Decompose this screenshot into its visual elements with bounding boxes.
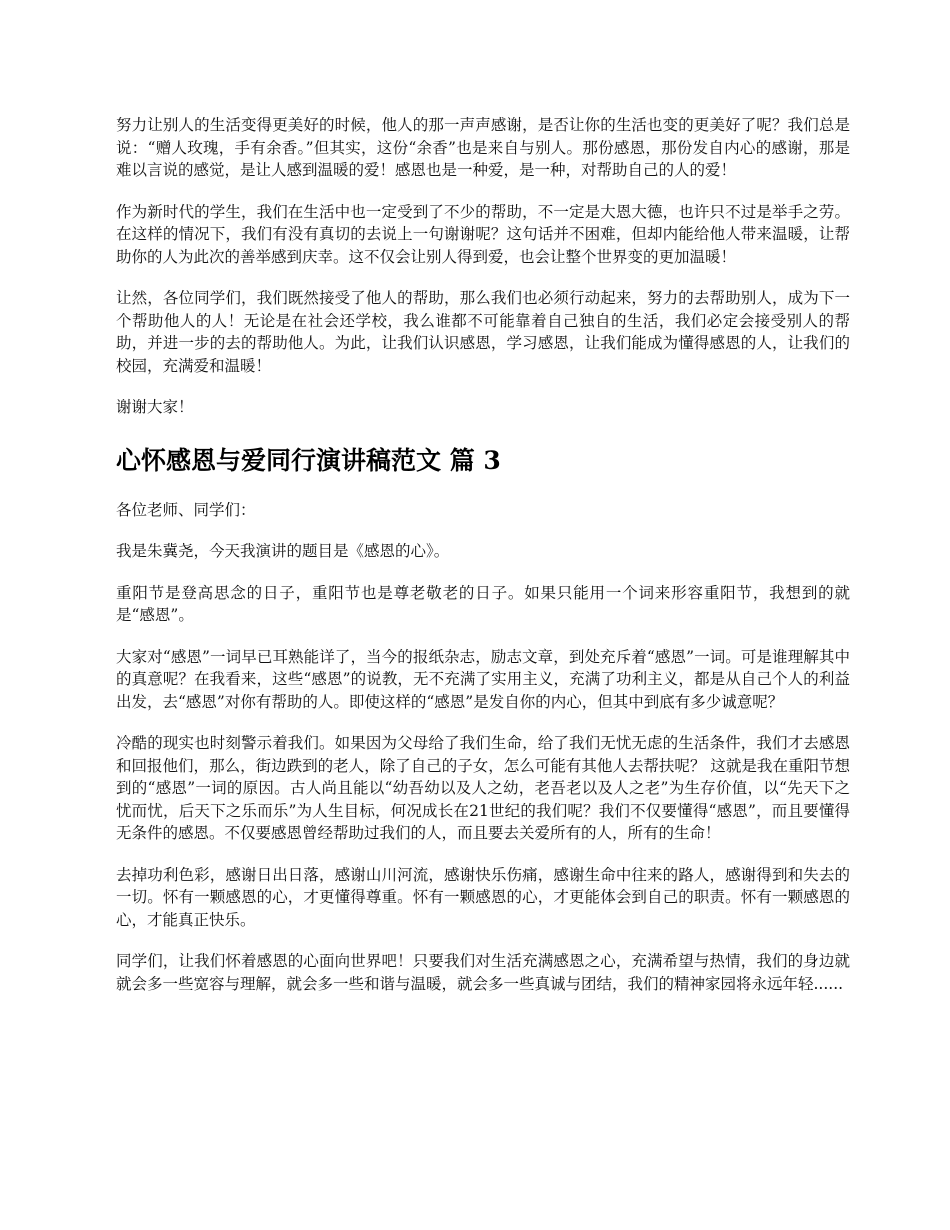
section-title: 心怀感恩与爱同行演讲稿范文 篇 3 xyxy=(116,445,501,475)
body-paragraph-3: 冷酷的现实也时刻警示着我们。如果因为父母给了我们生命，给了我们无忧无虑的生活条件，我们才去感恩和回报他们，那么，街边跌到的老人，除了自己的子女，怎么可能有其他人去帮扶呢？ 这就是我在重阳节想到的“感恩”一词的原因。古人尚且能以“幼吾幼以及人之幼，老吾老以及人之老”为生存价值，以“先天下之忧而忧，后天下之乐而乐”为人生目标，何况成长在21世纪的我们呢？我们不仅要懂得“感恩”，而且要懂得无条件的感恩。不仅要感恩曾经帮助过我们的人，而且要去关爱所有的人，所有的生命！ xyxy=(116,734,850,842)
greeting-paragraph: 各位老师、同学们： xyxy=(116,500,256,519)
intro-paragraph-2: 作为新时代的学生，我们在生活中也一定受到了不少的帮助，不一定是大恩大德，也许只不过是举手之劳。在这样的情况下，我们有没有真切的去说上一句谢谢呢？这句话并不困难，但却内能给他人带来温暖，让帮助你的人为此次的善举感到庆幸。这不仅会让别人得到爱，也会让整个世界变的更加温暖！ xyxy=(116,202,850,266)
document-page xyxy=(116,114,850,1014)
intro-paragraph-1: 努力让别人的生活变得更美好的时候，他人的那一声声感谢，是否让你的生活也变的更美好了呢？我们总是说：“赠人玫瑰，手有余香。”但其实，这份“余香”也是来自与别人。那份感恩，那份发自内心的感谢，那是难以言说的感觉，是让人感到温暖的爱！感恩也是一种爱，是一种，对帮助自己的人的爱！ xyxy=(116,116,850,179)
closing-thanks: 谢谢大家！ xyxy=(116,398,194,416)
body-paragraph-5: 同学们，让我们怀着感恩的心面向世界吧！只要我们对生活充满感恩之心，充满希望与热情，我们的身边就就会多一些宽容与理解，就会多一些和谐与温暖，就会多一些真诚与团结，我们的精神家园将永远年轻...... xyxy=(116,952,850,993)
intro-paragraph-3: 让然，各位同学们，我们既然接受了他人的帮助，那么我们也必须行动起来，努力的去帮助别人，成为下一个帮助他人的人！无论是在社会还学校，我么谁都不可能靠着自己独自的生活，我们必定会接受别人的帮助，并进一步的去的帮助他人。为此，让我们认识感恩，学习感恩，让我们能成为懂得感恩的人，让我们的校园，充满爱和温暖！ xyxy=(116,289,850,375)
body-paragraph-1: 重阳节是登高思念的日子，重阳节也是尊老敬老的日子。如果只能用一个词来形容重阳节，我想到的就是“感恩”。 xyxy=(116,583,850,624)
speaker-intro-paragraph: 我是朱冀尧，今天我演讲的题目是《感恩的心》。 xyxy=(116,542,450,560)
body-paragraph-4: 去掉功利色彩，感谢日出日落，感谢山川河流，感谢快乐伤痛，感谢生命中往来的路人，感谢得到和失去的一切。怀有一颗感恩的心，才更懂得尊重。怀有一颗感恩的心，才更能体会到自己的职责。怀有一颗感恩的心，才能真正快乐。 xyxy=(116,865,850,929)
body-paragraph-2: 大家对“感恩”一词早已耳熟能详了，当今的报纸杂志，励志文章，到处充斥着“感恩”一词。可是谁理解其中的真意呢？在我看来，这些“感恩”的说教，无不充满了实用主义，充满了功利主义，都是从自己个人的利益出发，去“感恩”对你有帮助的人。即使这样的“感恩”是发自你的内心，但其中到底有多少诚意呢？ xyxy=(116,647,850,711)
